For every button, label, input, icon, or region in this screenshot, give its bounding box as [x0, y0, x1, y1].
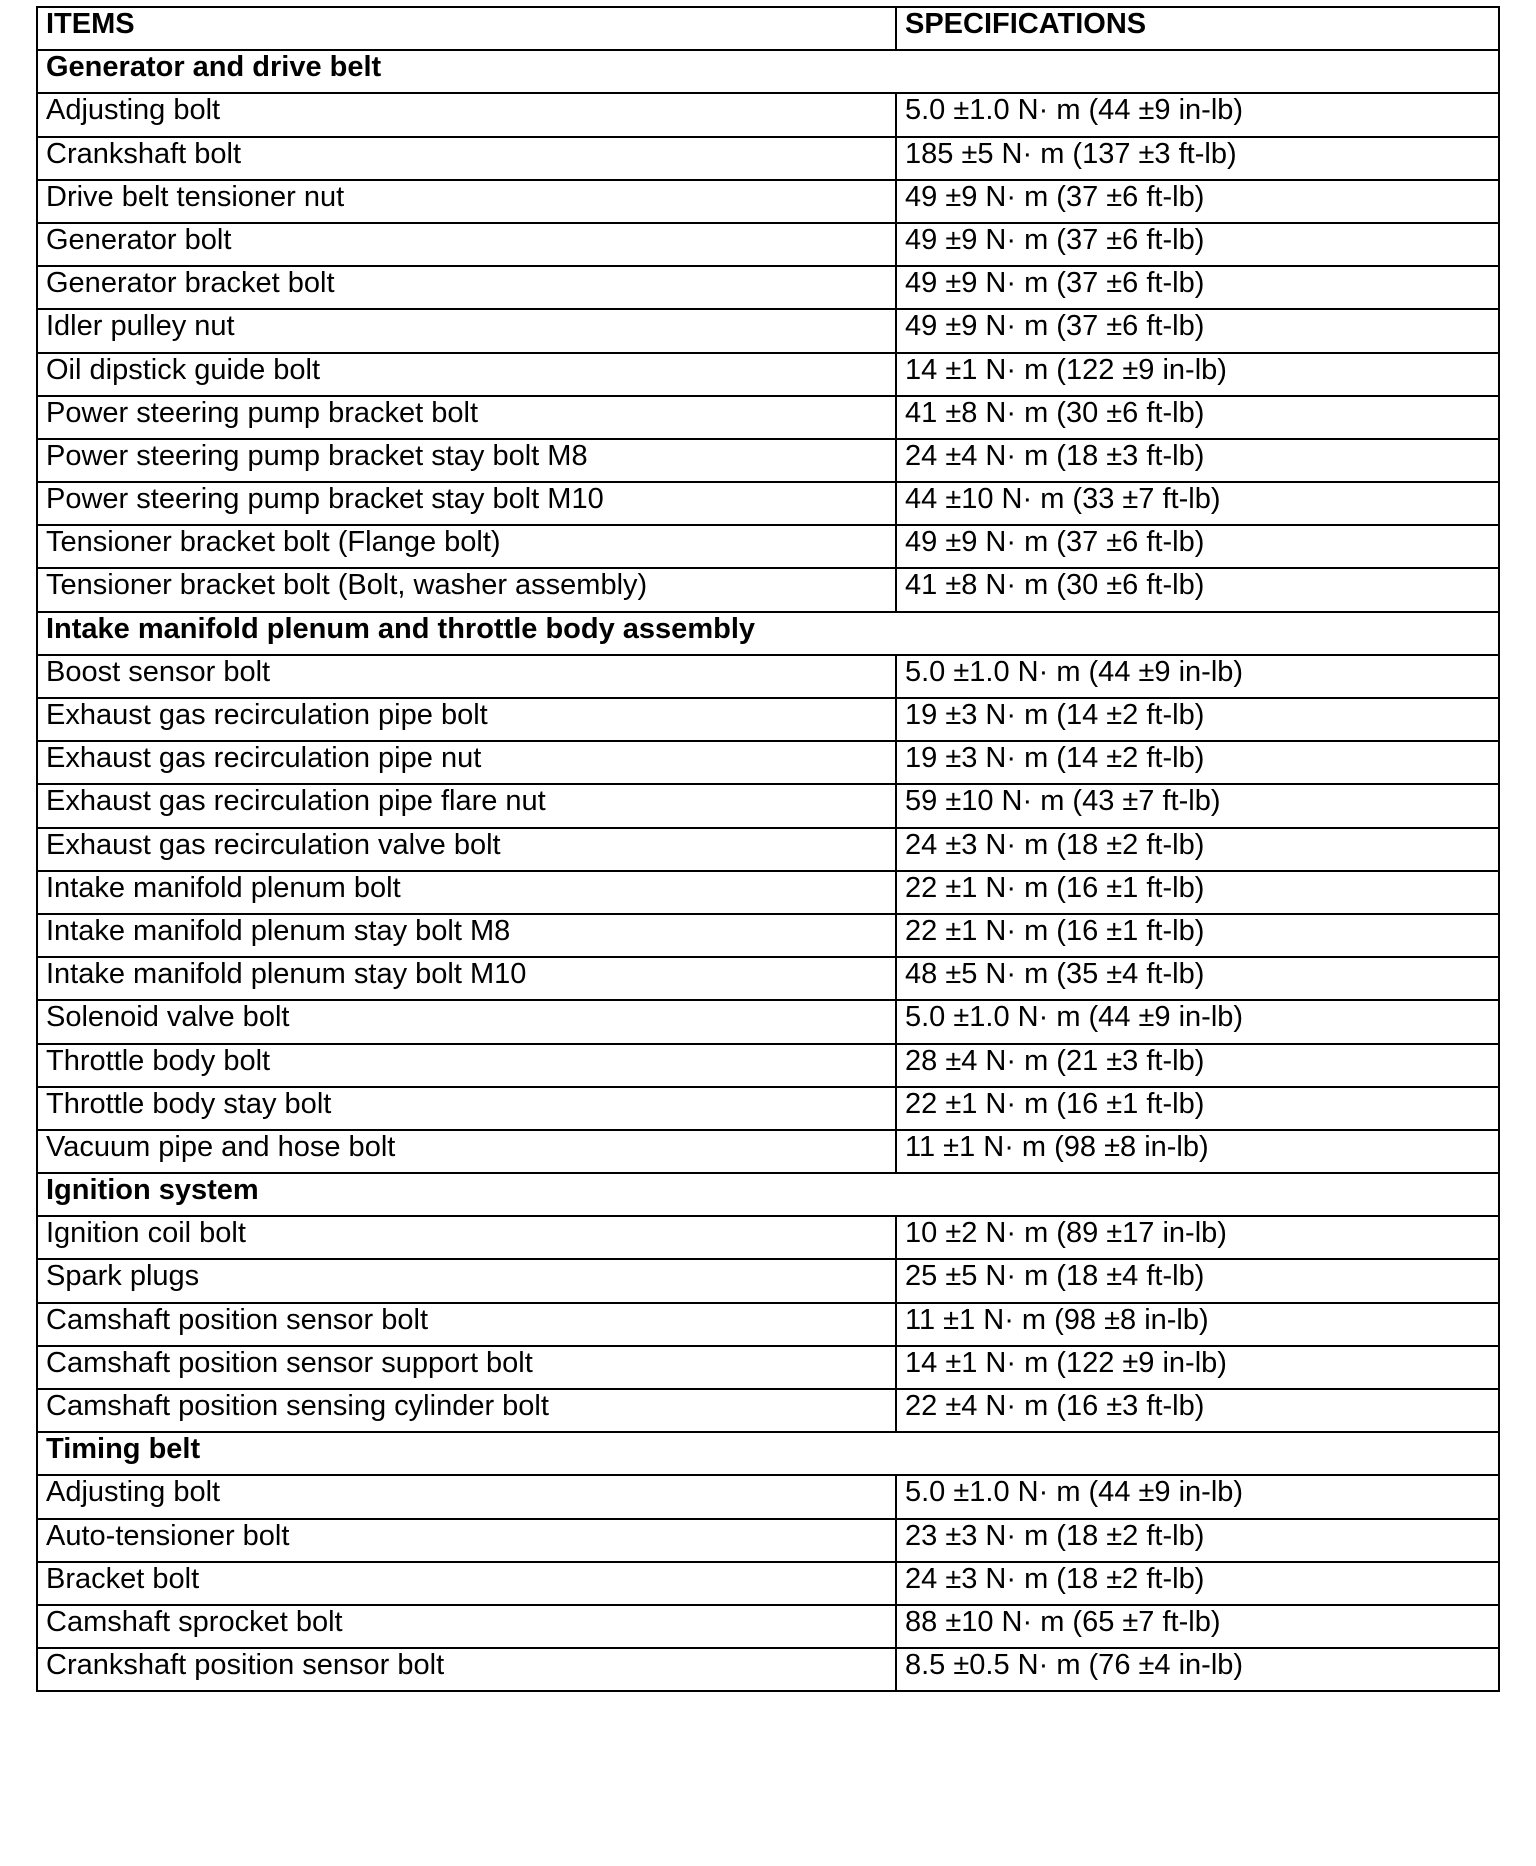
table-row: [37, 1346, 1499, 1389]
table-row: [37, 482, 1499, 525]
item-cell: Drive belt tensioner nut: [37, 180, 896, 223]
table-row: [37, 741, 1499, 784]
table-row: [37, 1605, 1499, 1648]
item-cell: Intake manifold plenum stay bolt M8: [37, 914, 896, 957]
spec-cell: 19 ±3 N· m (14 ±2 ft-lb): [896, 698, 1499, 741]
spec-cell: 24 ±3 N· m (18 ±2 ft-lb): [896, 828, 1499, 871]
table-body: [37, 7, 1499, 1691]
spec-cell: 48 ±5 N· m (35 ±4 ft-lb): [896, 957, 1499, 1000]
item-cell: Solenoid valve bolt: [37, 1000, 896, 1043]
table-row: [37, 180, 1499, 223]
table-row: [37, 1000, 1499, 1043]
spec-cell: 11 ±1 N· m (98 ±8 in-lb): [896, 1130, 1499, 1173]
item-cell: Exhaust gas recirculation pipe flare nut: [37, 784, 896, 827]
spec-cell: 44 ±10 N· m (33 ±7 ft-lb): [896, 482, 1499, 525]
table-row: [37, 1087, 1499, 1130]
spec-cell: 22 ±4 N· m (16 ±3 ft-lb): [896, 1389, 1499, 1432]
spec-cell: 11 ±1 N· m (98 ±8 in-lb): [896, 1303, 1499, 1346]
spec-cell: 25 ±5 N· m (18 ±4 ft-lb): [896, 1259, 1499, 1302]
table-row: [37, 396, 1499, 439]
spec-cell: 49 ±9 N· m (37 ±6 ft-lb): [896, 309, 1499, 352]
section-row: [37, 50, 1499, 93]
section-heading: Generator and drive belt: [37, 50, 1499, 93]
table-row: [37, 1044, 1499, 1087]
item-cell: Spark plugs: [37, 1259, 896, 1302]
item-cell: Exhaust gas recirculation valve bolt: [37, 828, 896, 871]
section-heading: Intake manifold plenum and throttle body assembly: [37, 612, 1499, 655]
spec-cell: 28 ±4 N· m (21 ±3 ft-lb): [896, 1044, 1499, 1087]
spec-cell: 22 ±1 N· m (16 ±1 ft-lb): [896, 1087, 1499, 1130]
spec-cell: 19 ±3 N· m (14 ±2 ft-lb): [896, 741, 1499, 784]
item-cell: Power steering pump bracket stay bolt M8: [37, 439, 896, 482]
spec-cell: 5.0 ±1.0 N· m (44 ±9 in-lb): [896, 93, 1499, 136]
item-cell: Vacuum pipe and hose bolt: [37, 1130, 896, 1173]
item-cell: Intake manifold plenum stay bolt M10: [37, 957, 896, 1000]
spec-cell: 22 ±1 N· m (16 ±1 ft-lb): [896, 914, 1499, 957]
table-row: [37, 568, 1499, 611]
spec-cell: 5.0 ±1.0 N· m (44 ±9 in-lb): [896, 655, 1499, 698]
item-cell: Throttle body stay bolt: [37, 1087, 896, 1130]
spec-cell: 49 ±9 N· m (37 ±6 ft-lb): [896, 525, 1499, 568]
section-heading: Timing belt: [37, 1432, 1499, 1475]
spec-cell: 14 ±1 N· m (122 ±9 in-lb): [896, 353, 1499, 396]
table-header-row: [37, 7, 1499, 50]
table-row: [37, 957, 1499, 1000]
spec-cell: 24 ±4 N· m (18 ±3 ft-lb): [896, 439, 1499, 482]
table-row: [37, 1519, 1499, 1562]
spec-cell: 5.0 ±1.0 N· m (44 ±9 in-lb): [896, 1000, 1499, 1043]
table-row: [37, 784, 1499, 827]
item-cell: Throttle body bolt: [37, 1044, 896, 1087]
table-row: [37, 1303, 1499, 1346]
item-cell: Bracket bolt: [37, 1562, 896, 1605]
spec-cell: 49 ±9 N· m (37 ±6 ft-lb): [896, 266, 1499, 309]
table-row: [37, 698, 1499, 741]
table-row: [37, 439, 1499, 482]
table-row: [37, 1389, 1499, 1432]
spec-cell: 49 ±9 N· m (37 ±6 ft-lb): [896, 223, 1499, 266]
item-cell: Ignition coil bolt: [37, 1216, 896, 1259]
item-cell: Exhaust gas recirculation pipe bolt: [37, 698, 896, 741]
item-cell: Generator bracket bolt: [37, 266, 896, 309]
table-row: [37, 1259, 1499, 1302]
item-cell: Camshaft position sensor bolt: [37, 1303, 896, 1346]
item-cell: Auto-tensioner bolt: [37, 1519, 896, 1562]
item-cell: Camshaft position sensing cylinder bolt: [37, 1389, 896, 1432]
spec-cell: 41 ±8 N· m (30 ±6 ft-lb): [896, 568, 1499, 611]
item-cell: Power steering pump bracket bolt: [37, 396, 896, 439]
section-row: [37, 1432, 1499, 1475]
item-cell: Generator bolt: [37, 223, 896, 266]
spec-cell: 5.0 ±1.0 N· m (44 ±9 in-lb): [896, 1475, 1499, 1518]
table-row: [37, 93, 1499, 136]
header-specifications: SPECIFICATIONS: [896, 7, 1499, 50]
table-row: [37, 266, 1499, 309]
table-row: [37, 871, 1499, 914]
spec-cell: 59 ±10 N· m (43 ±7 ft-lb): [896, 784, 1499, 827]
item-cell: Tensioner bracket bolt (Flange bolt): [37, 525, 896, 568]
section-heading: Ignition system: [37, 1173, 1499, 1216]
item-cell: Intake manifold plenum bolt: [37, 871, 896, 914]
table-row: [37, 353, 1499, 396]
spec-cell: 41 ±8 N· m (30 ±6 ft-lb): [896, 396, 1499, 439]
table-row: [37, 828, 1499, 871]
item-cell: Camshaft sprocket bolt: [37, 1605, 896, 1648]
item-cell: Tensioner bracket bolt (Bolt, washer assembly): [37, 568, 896, 611]
spec-cell: 24 ±3 N· m (18 ±2 ft-lb): [896, 1562, 1499, 1605]
table-row: [37, 655, 1499, 698]
table-row: [37, 1216, 1499, 1259]
item-cell: Boost sensor bolt: [37, 655, 896, 698]
header-items: ITEMS: [37, 7, 896, 50]
item-cell: Power steering pump bracket stay bolt M10: [37, 482, 896, 525]
item-cell: Exhaust gas recirculation pipe nut: [37, 741, 896, 784]
spec-cell: 88 ±10 N· m (65 ±7 ft-lb): [896, 1605, 1499, 1648]
spec-cell: 8.5 ±0.5 N· m (76 ±4 in-lb): [896, 1648, 1499, 1691]
table-row: [37, 914, 1499, 957]
table-row: [37, 137, 1499, 180]
table-row: [37, 223, 1499, 266]
table-row: [37, 309, 1499, 352]
spec-cell: 10 ±2 N· m (89 ±17 in-lb): [896, 1216, 1499, 1259]
specifications-table: [36, 6, 1500, 1692]
table-row: [37, 1475, 1499, 1518]
table-row: [37, 1648, 1499, 1691]
spec-cell: 23 ±3 N· m (18 ±2 ft-lb): [896, 1519, 1499, 1562]
spec-cell: 49 ±9 N· m (37 ±6 ft-lb): [896, 180, 1499, 223]
table-row: [37, 1562, 1499, 1605]
item-cell: Camshaft position sensor support bolt: [37, 1346, 896, 1389]
spec-cell: 22 ±1 N· m (16 ±1 ft-lb): [896, 871, 1499, 914]
item-cell: Crankshaft position sensor bolt: [37, 1648, 896, 1691]
table-row: [37, 1130, 1499, 1173]
spec-cell: 14 ±1 N· m (122 ±9 in-lb): [896, 1346, 1499, 1389]
item-cell: Oil dipstick guide bolt: [37, 353, 896, 396]
section-row: [37, 1173, 1499, 1216]
item-cell: Idler pulley nut: [37, 309, 896, 352]
item-cell: Crankshaft bolt: [37, 137, 896, 180]
item-cell: Adjusting bolt: [37, 1475, 896, 1518]
item-cell: Adjusting bolt: [37, 93, 896, 136]
section-row: [37, 612, 1499, 655]
spec-cell: 185 ±5 N· m (137 ±3 ft-lb): [896, 137, 1499, 180]
table-row: [37, 525, 1499, 568]
